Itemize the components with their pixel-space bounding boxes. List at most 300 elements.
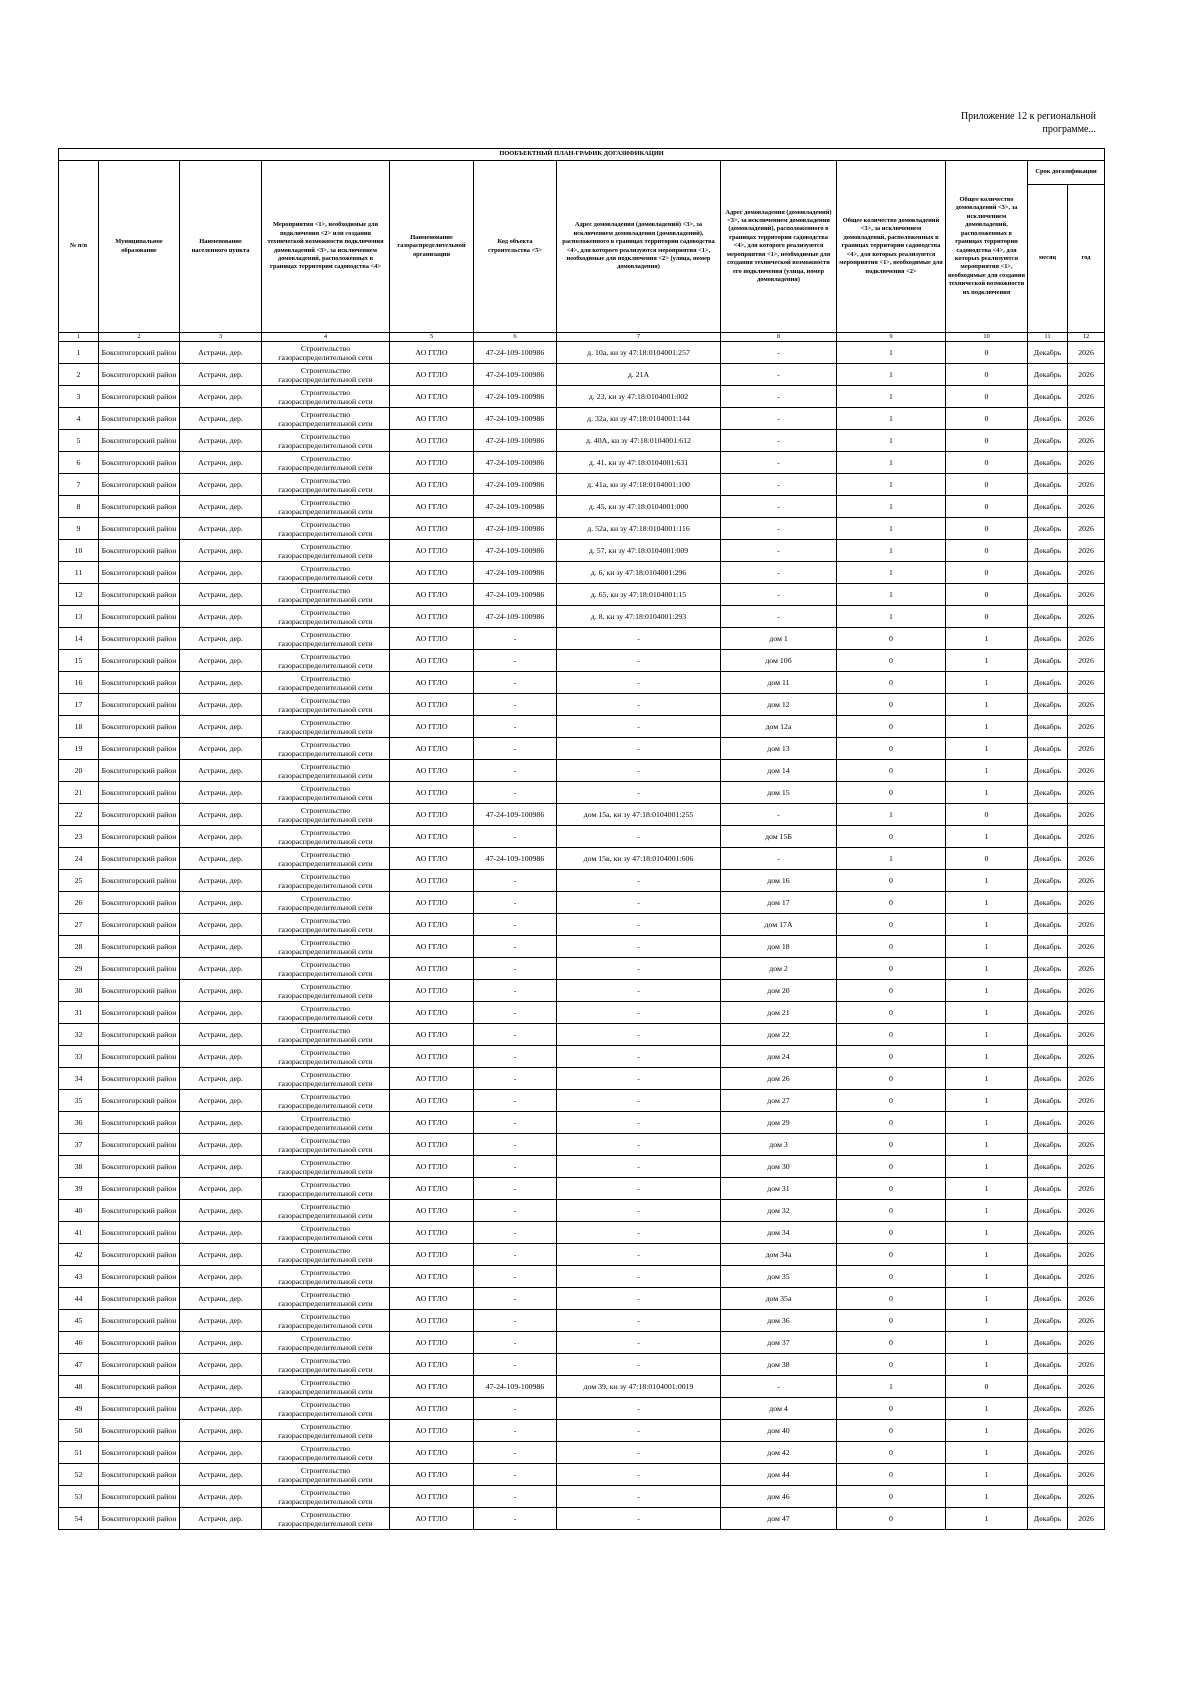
table-row bbox=[59, 1420, 1105, 1442]
cell-month: Декабрь bbox=[1028, 496, 1068, 518]
header-measures: Мероприятия <1>, необходимые для подключения <2> или создания технической возможности подключения домовладений <3>, за исключением домовладений, расположенных в границах территории садоводства <4> bbox=[262, 161, 390, 333]
cell-month: Декабрь bbox=[1028, 716, 1068, 738]
cell-number: 24 bbox=[59, 848, 99, 870]
cell-measure: Строительство газораспределительной сети bbox=[262, 1068, 390, 1090]
cell-year: 2026 bbox=[1068, 1156, 1105, 1178]
cell-address-technical: дом 12 bbox=[721, 694, 837, 716]
cell-measure: Строительство газораспределительной сети bbox=[262, 1332, 390, 1354]
cell-gas-organization: АО ГГЛО bbox=[390, 562, 474, 584]
cell-object-code: 47-24-109-100986 bbox=[474, 364, 557, 386]
cell-measure: Строительство газораспределительной сети bbox=[262, 540, 390, 562]
cell-count-technical: 0 bbox=[946, 408, 1028, 430]
table-row bbox=[59, 606, 1105, 628]
cell-count-technical: 0 bbox=[946, 518, 1028, 540]
cell-gas-organization: АО ГГЛО bbox=[390, 1376, 474, 1398]
cell-year: 2026 bbox=[1068, 1002, 1105, 1024]
header-gas-organization: Наименование газораспределительной организации bbox=[390, 161, 474, 333]
cell-municipality: Бокситогорский район bbox=[99, 826, 180, 848]
cell-measure: Строительство газораспределительной сети bbox=[262, 694, 390, 716]
cell-settlement: Астрачи, дер. bbox=[180, 1464, 262, 1486]
cell-number: 12 bbox=[59, 584, 99, 606]
cell-count-connection: 0 bbox=[837, 1266, 946, 1288]
cell-number: 37 bbox=[59, 1134, 99, 1156]
table-row bbox=[59, 1266, 1105, 1288]
cell-count-connection: 0 bbox=[837, 1002, 946, 1024]
cell-count-technical: 1 bbox=[946, 1178, 1028, 1200]
cell-gas-organization: АО ГГЛО bbox=[390, 1090, 474, 1112]
cell-municipality: Бокситогорский район bbox=[99, 1134, 180, 1156]
cell-year: 2026 bbox=[1068, 1464, 1105, 1486]
cell-address-connection: дом 15в, кн зу 47:18:0104001:606 bbox=[557, 848, 721, 870]
cell-count-connection: 0 bbox=[837, 760, 946, 782]
cell-municipality: Бокситогорский район bbox=[99, 870, 180, 892]
cell-year: 2026 bbox=[1068, 782, 1105, 804]
cell-month: Декабрь bbox=[1028, 1508, 1068, 1530]
cell-measure: Строительство газораспределительной сети bbox=[262, 1266, 390, 1288]
column-number: 2 bbox=[99, 333, 180, 342]
header-month: месяц bbox=[1028, 185, 1068, 333]
cell-month: Декабрь bbox=[1028, 518, 1068, 540]
cell-count-technical: 0 bbox=[946, 848, 1028, 870]
cell-address-technical: дом 27 bbox=[721, 1090, 837, 1112]
table-row bbox=[59, 1156, 1105, 1178]
table-row bbox=[59, 1200, 1105, 1222]
cell-address-technical: дом 20 bbox=[721, 980, 837, 1002]
table-row bbox=[59, 650, 1105, 672]
cell-count-technical: 1 bbox=[946, 672, 1028, 694]
table-row bbox=[59, 1024, 1105, 1046]
cell-month: Декабрь bbox=[1028, 1002, 1068, 1024]
cell-count-technical: 1 bbox=[946, 694, 1028, 716]
cell-gas-organization: АО ГГЛО bbox=[390, 474, 474, 496]
cell-gas-organization: АО ГГЛО bbox=[390, 584, 474, 606]
appendix-note-line: программе... bbox=[1042, 124, 1096, 135]
cell-measure: Строительство газораспределительной сети bbox=[262, 1178, 390, 1200]
cell-number: 45 bbox=[59, 1310, 99, 1332]
cell-year: 2026 bbox=[1068, 672, 1105, 694]
cell-address-technical: дом 11 bbox=[721, 672, 837, 694]
cell-settlement: Астрачи, дер. bbox=[180, 474, 262, 496]
cell-count-technical: 1 bbox=[946, 1046, 1028, 1068]
table-row bbox=[59, 1288, 1105, 1310]
cell-count-technical: 1 bbox=[946, 1398, 1028, 1420]
cell-municipality: Бокситогорский район bbox=[99, 1156, 180, 1178]
cell-year: 2026 bbox=[1068, 716, 1105, 738]
cell-month: Декабрь bbox=[1028, 914, 1068, 936]
cell-settlement: Астрачи, дер. bbox=[180, 804, 262, 826]
appendix-note bbox=[896, 110, 1096, 136]
cell-number: 16 bbox=[59, 672, 99, 694]
cell-count-connection: 1 bbox=[837, 848, 946, 870]
cell-number: 6 bbox=[59, 452, 99, 474]
header-year: год bbox=[1068, 185, 1105, 333]
cell-gas-organization: АО ГГЛО bbox=[390, 1222, 474, 1244]
cell-gas-organization: АО ГГЛО bbox=[390, 1068, 474, 1090]
cell-count-connection: 1 bbox=[837, 386, 946, 408]
cell-month: Декабрь bbox=[1028, 1420, 1068, 1442]
cell-count-connection: 0 bbox=[837, 1134, 946, 1156]
cell-count-connection: 0 bbox=[837, 1420, 946, 1442]
cell-month: Декабрь bbox=[1028, 1442, 1068, 1464]
cell-municipality: Бокситогорский район bbox=[99, 892, 180, 914]
header-number: № п/п bbox=[59, 161, 99, 333]
cell-count-technical: 1 bbox=[946, 1002, 1028, 1024]
cell-count-connection: 0 bbox=[837, 1178, 946, 1200]
cell-address-connection: - bbox=[557, 936, 721, 958]
cell-measure: Строительство газораспределительной сети bbox=[262, 980, 390, 1002]
cell-count-technical: 1 bbox=[946, 1486, 1028, 1508]
table-row bbox=[59, 408, 1105, 430]
cell-count-connection: 0 bbox=[837, 914, 946, 936]
cell-object-code: - bbox=[474, 1002, 557, 1024]
cell-address-connection: - bbox=[557, 1156, 721, 1178]
cell-address-connection: д. 41, кн зу 47:18:0104001:631 bbox=[557, 452, 721, 474]
cell-gas-organization: АО ГГЛО bbox=[390, 694, 474, 716]
column-number: 12 bbox=[1068, 333, 1105, 342]
cell-address-technical: дом 35 bbox=[721, 1266, 837, 1288]
cell-number: 9 bbox=[59, 518, 99, 540]
table-row bbox=[59, 1134, 1105, 1156]
cell-number: 52 bbox=[59, 1464, 99, 1486]
cell-settlement: Астрачи, дер. bbox=[180, 1090, 262, 1112]
cell-count-connection: 1 bbox=[837, 804, 946, 826]
cell-object-code: 47-24-109-100986 bbox=[474, 430, 557, 452]
table-row bbox=[59, 1486, 1105, 1508]
cell-count-technical: 1 bbox=[946, 1354, 1028, 1376]
cell-year: 2026 bbox=[1068, 1046, 1105, 1068]
cell-settlement: Астрачи, дер. bbox=[180, 1156, 262, 1178]
cell-number: 13 bbox=[59, 606, 99, 628]
cell-count-technical: 1 bbox=[946, 1112, 1028, 1134]
cell-month: Декабрь bbox=[1028, 1266, 1068, 1288]
table-row bbox=[59, 1508, 1105, 1530]
cell-address-connection: - bbox=[557, 1200, 721, 1222]
cell-object-code: - bbox=[474, 1112, 557, 1134]
cell-number: 30 bbox=[59, 980, 99, 1002]
cell-number: 20 bbox=[59, 760, 99, 782]
cell-object-code: 47-24-109-100986 bbox=[474, 540, 557, 562]
cell-settlement: Астрачи, дер. bbox=[180, 1244, 262, 1266]
cell-object-code: - bbox=[474, 1464, 557, 1486]
cell-count-connection: 0 bbox=[837, 1112, 946, 1134]
cell-count-technical: 1 bbox=[946, 1222, 1028, 1244]
cell-year: 2026 bbox=[1068, 562, 1105, 584]
cell-object-code: - bbox=[474, 870, 557, 892]
cell-settlement: Астрачи, дер. bbox=[180, 1112, 262, 1134]
cell-gas-organization: АО ГГЛО bbox=[390, 1486, 474, 1508]
cell-gas-organization: АО ГГЛО bbox=[390, 650, 474, 672]
table-row bbox=[59, 914, 1105, 936]
cell-object-code: - bbox=[474, 980, 557, 1002]
table-row bbox=[59, 540, 1105, 562]
cell-object-code: - bbox=[474, 694, 557, 716]
cell-gas-organization: АО ГГЛО bbox=[390, 452, 474, 474]
cell-year: 2026 bbox=[1068, 1266, 1105, 1288]
cell-gas-organization: АО ГГЛО bbox=[390, 364, 474, 386]
cell-municipality: Бокситогорский район bbox=[99, 694, 180, 716]
cell-number: 15 bbox=[59, 650, 99, 672]
cell-number: 18 bbox=[59, 716, 99, 738]
cell-count-connection: 0 bbox=[837, 936, 946, 958]
cell-count-technical: 1 bbox=[946, 1090, 1028, 1112]
cell-object-code: 47-24-109-100986 bbox=[474, 562, 557, 584]
cell-gas-organization: АО ГГЛО bbox=[390, 870, 474, 892]
cell-municipality: Бокситогорский район bbox=[99, 386, 180, 408]
cell-measure: Строительство газораспределительной сети bbox=[262, 364, 390, 386]
cell-year: 2026 bbox=[1068, 958, 1105, 980]
cell-object-code: - bbox=[474, 1178, 557, 1200]
header-address-technical: Адрес домовладения (домовладений) <3>, за исключением домовладения (домовладений), расположенного в границах территории садоводства <4>, для которого реализуются мероприятия <1>, необходимые для создания технической возможности его подключения (улица, номер домовладения) bbox=[721, 161, 837, 333]
column-number: 1 bbox=[59, 333, 99, 342]
cell-municipality: Бокситогорский район bbox=[99, 1288, 180, 1310]
cell-municipality: Бокситогорский район bbox=[99, 1354, 180, 1376]
cell-settlement: Астрачи, дер. bbox=[180, 628, 262, 650]
cell-count-connection: 0 bbox=[837, 1024, 946, 1046]
cell-settlement: Астрачи, дер. bbox=[180, 1068, 262, 1090]
cell-measure: Строительство газораспределительной сети bbox=[262, 1398, 390, 1420]
cell-address-technical: дом 1 bbox=[721, 628, 837, 650]
cell-year: 2026 bbox=[1068, 342, 1105, 364]
cell-month: Декабрь bbox=[1028, 408, 1068, 430]
cell-count-connection: 1 bbox=[837, 584, 946, 606]
cell-object-code: - bbox=[474, 1332, 557, 1354]
cell-address-connection: д. 8, кн зу 47:18:0104001:293 bbox=[557, 606, 721, 628]
cell-number: 19 bbox=[59, 738, 99, 760]
cell-count-technical: 1 bbox=[946, 1508, 1028, 1530]
cell-count-connection: 0 bbox=[837, 1332, 946, 1354]
cell-measure: Строительство газораспределительной сети bbox=[262, 1464, 390, 1486]
cell-address-connection: д. 65, кн зу 47:18:0104001:15 bbox=[557, 584, 721, 606]
cell-year: 2026 bbox=[1068, 1310, 1105, 1332]
table-row bbox=[59, 870, 1105, 892]
cell-measure: Строительство газораспределительной сети bbox=[262, 1310, 390, 1332]
cell-municipality: Бокситогорский район bbox=[99, 342, 180, 364]
cell-address-technical: дом 38 bbox=[721, 1354, 837, 1376]
cell-municipality: Бокситогорский район bbox=[99, 782, 180, 804]
cell-address-technical: - bbox=[721, 408, 837, 430]
cell-address-connection: - bbox=[557, 980, 721, 1002]
cell-address-technical: дом 29 bbox=[721, 1112, 837, 1134]
cell-measure: Строительство газораспределительной сети bbox=[262, 672, 390, 694]
cell-object-code: - bbox=[474, 826, 557, 848]
cell-object-code: 47-24-109-100986 bbox=[474, 804, 557, 826]
cell-object-code: - bbox=[474, 738, 557, 760]
cell-settlement: Астрачи, дер. bbox=[180, 1134, 262, 1156]
cell-municipality: Бокситогорский район bbox=[99, 958, 180, 980]
cell-settlement: Астрачи, дер. bbox=[180, 694, 262, 716]
cell-municipality: Бокситогорский район bbox=[99, 562, 180, 584]
cell-municipality: Бокситогорский район bbox=[99, 1002, 180, 1024]
cell-number: 33 bbox=[59, 1046, 99, 1068]
cell-municipality: Бокситогорский район bbox=[99, 1420, 180, 1442]
cell-address-technical: дом 34 bbox=[721, 1222, 837, 1244]
table-row bbox=[59, 342, 1105, 364]
cell-measure: Строительство газораспределительной сети bbox=[262, 342, 390, 364]
cell-address-connection: д. 6, кн зу 47:18:0104001:296 bbox=[557, 562, 721, 584]
cell-number: 41 bbox=[59, 1222, 99, 1244]
cell-settlement: Астрачи, дер. bbox=[180, 892, 262, 914]
cell-settlement: Астрачи, дер. bbox=[180, 650, 262, 672]
table-row bbox=[59, 1354, 1105, 1376]
cell-year: 2026 bbox=[1068, 738, 1105, 760]
cell-address-technical: дом 42 bbox=[721, 1442, 837, 1464]
cell-count-technical: 1 bbox=[946, 1442, 1028, 1464]
cell-count-technical: 0 bbox=[946, 430, 1028, 452]
cell-address-connection: - bbox=[557, 892, 721, 914]
table-row bbox=[59, 430, 1105, 452]
cell-count-technical: 1 bbox=[946, 1134, 1028, 1156]
cell-count-technical: 0 bbox=[946, 1376, 1028, 1398]
cell-number: 50 bbox=[59, 1420, 99, 1442]
cell-address-technical: - bbox=[721, 364, 837, 386]
cell-object-code: 47-24-109-100986 bbox=[474, 474, 557, 496]
cell-object-code: - bbox=[474, 1068, 557, 1090]
cell-settlement: Астрачи, дер. bbox=[180, 1310, 262, 1332]
cell-month: Декабрь bbox=[1028, 1090, 1068, 1112]
cell-year: 2026 bbox=[1068, 1068, 1105, 1090]
cell-measure: Строительство газораспределительной сети bbox=[262, 606, 390, 628]
cell-measure: Строительство газораспределительной сети bbox=[262, 408, 390, 430]
cell-address-technical: дом 2 bbox=[721, 958, 837, 980]
cell-month: Декабрь bbox=[1028, 1024, 1068, 1046]
cell-count-connection: 0 bbox=[837, 892, 946, 914]
cell-count-connection: 1 bbox=[837, 562, 946, 584]
cell-count-connection: 1 bbox=[837, 474, 946, 496]
cell-municipality: Бокситогорский район bbox=[99, 452, 180, 474]
cell-settlement: Астрачи, дер. bbox=[180, 1442, 262, 1464]
table-row bbox=[59, 1464, 1105, 1486]
cell-number: 39 bbox=[59, 1178, 99, 1200]
cell-municipality: Бокситогорский район bbox=[99, 672, 180, 694]
cell-number: 1 bbox=[59, 342, 99, 364]
cell-address-technical: дом 31 bbox=[721, 1178, 837, 1200]
cell-municipality: Бокситогорский район bbox=[99, 430, 180, 452]
cell-count-technical: 1 bbox=[946, 760, 1028, 782]
cell-count-connection: 0 bbox=[837, 1508, 946, 1530]
cell-address-technical: дом 13 bbox=[721, 738, 837, 760]
cell-measure: Строительство газораспределительной сети bbox=[262, 628, 390, 650]
cell-municipality: Бокситогорский район bbox=[99, 1090, 180, 1112]
cell-gas-organization: АО ГГЛО bbox=[390, 804, 474, 826]
cell-measure: Строительство газораспределительной сети bbox=[262, 1486, 390, 1508]
cell-year: 2026 bbox=[1068, 848, 1105, 870]
cell-object-code: - bbox=[474, 1200, 557, 1222]
cell-number: 4 bbox=[59, 408, 99, 430]
cell-object-code: - bbox=[474, 1486, 557, 1508]
cell-address-connection: - bbox=[557, 1266, 721, 1288]
cell-number: 35 bbox=[59, 1090, 99, 1112]
table-row bbox=[59, 1178, 1105, 1200]
cell-count-connection: 0 bbox=[837, 980, 946, 1002]
cell-year: 2026 bbox=[1068, 386, 1105, 408]
table-row bbox=[59, 518, 1105, 540]
cell-year: 2026 bbox=[1068, 1508, 1105, 1530]
table-row bbox=[59, 1310, 1105, 1332]
cell-measure: Строительство газораспределительной сети bbox=[262, 1002, 390, 1024]
cell-month: Декабрь bbox=[1028, 540, 1068, 562]
cell-count-technical: 1 bbox=[946, 1420, 1028, 1442]
cell-number: 48 bbox=[59, 1376, 99, 1398]
cell-municipality: Бокситогорский район bbox=[99, 980, 180, 1002]
header-settlement: Наименование населенного пункта bbox=[180, 161, 262, 333]
header-object-code: Код объекта строительства <5> bbox=[474, 161, 557, 333]
cell-object-code: - bbox=[474, 1156, 557, 1178]
cell-settlement: Астрачи, дер. bbox=[180, 1288, 262, 1310]
cell-address-technical: дом 3 bbox=[721, 1134, 837, 1156]
cell-municipality: Бокситогорский район bbox=[99, 716, 180, 738]
cell-address-technical: дом 15Б bbox=[721, 826, 837, 848]
cell-object-code: - bbox=[474, 1046, 557, 1068]
cell-measure: Строительство газораспределительной сети bbox=[262, 782, 390, 804]
cell-gas-organization: АО ГГЛО bbox=[390, 672, 474, 694]
cell-address-connection: - bbox=[557, 958, 721, 980]
cell-number: 29 bbox=[59, 958, 99, 980]
cell-month: Декабрь bbox=[1028, 848, 1068, 870]
cell-gas-organization: АО ГГЛО bbox=[390, 606, 474, 628]
cell-address-connection: д. 23, кн зу 47:18:0104001:002 bbox=[557, 386, 721, 408]
cell-month: Декабрь bbox=[1028, 1222, 1068, 1244]
column-number: 4 bbox=[262, 333, 390, 342]
cell-address-technical: дом 32 bbox=[721, 1200, 837, 1222]
cell-measure: Строительство газораспределительной сети bbox=[262, 1112, 390, 1134]
cell-gas-organization: АО ГГЛО bbox=[390, 826, 474, 848]
cell-municipality: Бокситогорский район bbox=[99, 1442, 180, 1464]
cell-count-connection: 1 bbox=[837, 430, 946, 452]
cell-address-technical: - bbox=[721, 848, 837, 870]
cell-month: Декабрь bbox=[1028, 1288, 1068, 1310]
cell-address-connection: - bbox=[557, 870, 721, 892]
cell-object-code: - bbox=[474, 892, 557, 914]
cell-settlement: Астрачи, дер. bbox=[180, 584, 262, 606]
cell-municipality: Бокситогорский район bbox=[99, 474, 180, 496]
table-row bbox=[59, 804, 1105, 826]
cell-address-technical: дом 21 bbox=[721, 1002, 837, 1024]
cell-number: 14 bbox=[59, 628, 99, 650]
cell-gas-organization: АО ГГЛО bbox=[390, 342, 474, 364]
cell-number: 42 bbox=[59, 1244, 99, 1266]
cell-settlement: Астрачи, дер. bbox=[180, 870, 262, 892]
cell-measure: Строительство газораспределительной сети bbox=[262, 870, 390, 892]
cell-year: 2026 bbox=[1068, 474, 1105, 496]
cell-measure: Строительство газораспределительной сети bbox=[262, 562, 390, 584]
cell-year: 2026 bbox=[1068, 1090, 1105, 1112]
cell-settlement: Астрачи, дер. bbox=[180, 386, 262, 408]
cell-month: Декабрь bbox=[1028, 430, 1068, 452]
cell-count-connection: 1 bbox=[837, 1376, 946, 1398]
cell-municipality: Бокситогорский район bbox=[99, 1244, 180, 1266]
cell-address-connection: - bbox=[557, 914, 721, 936]
cell-month: Декабрь bbox=[1028, 628, 1068, 650]
cell-object-code: 47-24-109-100986 bbox=[474, 496, 557, 518]
cell-settlement: Астрачи, дер. bbox=[180, 980, 262, 1002]
cell-year: 2026 bbox=[1068, 1354, 1105, 1376]
cell-count-connection: 1 bbox=[837, 606, 946, 628]
cell-address-technical: - bbox=[721, 562, 837, 584]
cell-gas-organization: АО ГГЛО bbox=[390, 1200, 474, 1222]
cell-settlement: Астрачи, дер. bbox=[180, 430, 262, 452]
cell-municipality: Бокситогорский район bbox=[99, 1376, 180, 1398]
cell-month: Декабрь bbox=[1028, 562, 1068, 584]
cell-count-technical: 1 bbox=[946, 1200, 1028, 1222]
cell-settlement: Астрачи, дер. bbox=[180, 1046, 262, 1068]
cell-month: Декабрь bbox=[1028, 1156, 1068, 1178]
cell-gas-organization: АО ГГЛО bbox=[390, 1178, 474, 1200]
cell-gas-organization: АО ГГЛО bbox=[390, 892, 474, 914]
cell-count-technical: 1 bbox=[946, 1244, 1028, 1266]
cell-object-code: - bbox=[474, 914, 557, 936]
cell-month: Декабрь bbox=[1028, 584, 1068, 606]
cell-object-code: - bbox=[474, 760, 557, 782]
